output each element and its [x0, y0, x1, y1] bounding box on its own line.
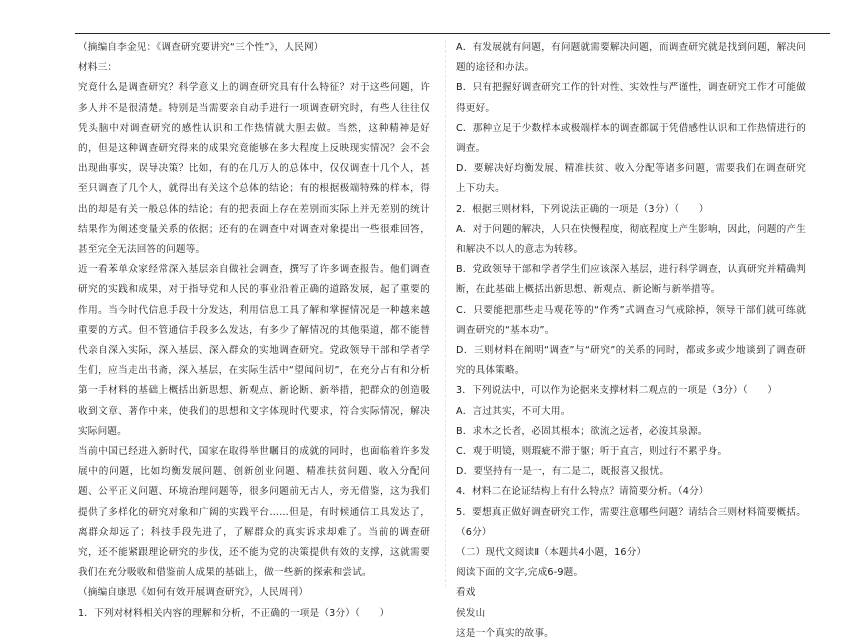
question-2-option-c: C．只要能把那些走马观花等的“作秀”式调查习气戒除掉，领导干部们就可练就调查研究的“基本功”。 [456, 304, 806, 336]
story-author: 侯发山 [456, 607, 486, 619]
question-3-option-c: C．观于明镜，则瑕疵不滞于躯；听于直言，则过行不累乎身。 [456, 446, 728, 458]
question-2-option-d: D．三则材料在阐明“调查”与“研究”的关系的同时，都或多或少地谈到了调查研究的具体策略。 [456, 345, 806, 377]
material-3-label: 材料三： [78, 62, 118, 74]
question-3-option-a: A．言过其实，不可大用。 [456, 405, 571, 417]
source-citation-2: （摘编自康思《如何有效开展调查研究》，人民周刊） [78, 587, 309, 599]
right-column [456, 38, 806, 644]
question-5: 5．要想真正做好调查研究工作，需要注意哪些问题？请结合三则材料简要概括。（6分） [456, 506, 806, 538]
question-1-option-d: D．要解决好均衡发展、精准扶贫、收入分配等诸多问题，需要我们在调查研究上下功夫。 [456, 163, 806, 195]
story-title: 看戏 [456, 587, 476, 599]
material-3-paragraph-3: 当前中国已经进入新时代，国家在取得举世瞩目的成就的同时，也面临着许多发展中的问题，比如均衡发展问题、创新创业问题、精准扶贫问题、收入分配问题、公平正义问题、环境治理问题等，很多问题前无古人，旁无借鉴，这为我们提供了多样化的研究对象和广阔的实践平台……但是，有时候通信工具发达了，离群众却远了；科技手段先进了，了解群众的真实诉求却难了。当前的调查研究，还不能紧跟理论研究的步伐，还不能为党的决策提供有效的支撑，这就需要我们在充分吸收和借鉴前人成果的基础上，做一些新的探索和尝试。 [78, 446, 430, 579]
question-2-option-a: A．对于问题的解决，人只在快慢程度，彻底程度上产生影响，因此，问题的产生和解决不以人的意志为转移。 [456, 223, 806, 256]
question-1-option-c: C．那种立足于少数样本或极端样本的调查都属于凭借感性认识和工作热情进行的调查。 [456, 122, 806, 155]
section-2-heading: （二）现代文阅读Ⅱ（本题共4小题，16分） [456, 547, 647, 559]
question-2-option-b: B．党政领导干部和学者学生们应该深入基层，进行科学调查，认真研究并精确判断，在此基础上概括出新思想、新观点、新论断与新举措等。 [456, 264, 806, 296]
question-3-option-d: D．要坚持有一是一，有二是二，既报喜又报忧。 [456, 466, 670, 478]
story-first-line: 这是一个真实的故事。 [456, 627, 554, 639]
question-1: 1．下列对材料相关内容的理解和分析，不正确的一项是（3分）（ ） [78, 607, 390, 619]
header-rule [75, 33, 830, 34]
reading-instruction: 阅读下面的文字,完成6-9题。 [456, 567, 584, 579]
material-3-paragraph-1: 究竟什么是调查研究？科学意义上的调查研究具有什么特征？对于这些问题，许多人并不是很清楚。特别是当需要亲自动手进行一项调查研究时，有些人往往仅凭头脑中对调查研究的感性认识和工作热情就大胆去做。当然，这种精神是好的，但是这种调查研究得来的成果究竟能够在多大程度上反映现实情况？会不会出现曲事实，误导决策？比如，有的在几万人的总体中，仅仅调查十几个人，甚至只调查了几个人，就得出有关这个总体的结论；有的根据极端特殊的样本，得出的却是有关一般总体的结论；有的把表面上存在差别而实际上并无差别的统计结果作为阐述变量关系的依据；还有的在调查中对调查对象提出一些很难回答，甚至完全无法回答的问题等。 [78, 82, 430, 256]
question-1-option-a: A．有发展就有问题，有问题就需要解决问题，而调查研究就是找到问题，解决问题的途径和办法。 [456, 42, 806, 74]
question-3: 3．下列说法中，可以作为论据来支撑材料二观点的一项是（3分）（ ） [456, 385, 778, 397]
question-4: 4．材料二在论证结构上有什么特点？请简要分析。（4分） [456, 486, 709, 498]
column-fold [445, 40, 446, 587]
left-column [78, 38, 430, 624]
question-3-option-b: B．求木之长者，必固其根本；欲流之远者，必浚其泉源。 [456, 425, 708, 437]
source-citation-1: （摘编自李金见：《调查研究要讲究“三个性”》，人民网） [78, 42, 324, 53]
material-3-paragraph-2: 近一看苯单众家经常深入基层亲自做社会调查，撰写了许多调查报告。他们调查研究的实践和成果，对于指导党和人民的事业沿着正确的道路发展，起了重要的作用。当今时代信息手段十分发达，利用信息工具了解和掌握情况是一种越来越重要的方式。但不管通信手段多么发达，有多少了解情况的其他渠道，都不能替代亲自深入实际，深入基层、深入群众的实地调查研究。党政领导干部和学者学生们，应当走出书斋，深入基层，在实际生活中“望闻问切”，在充分占有和分析第一手材料的基础上概括出新思想、新观点、新论断、新举措，把群众的创造吸收到文章、著作中来，使我们的思想和文字体现时代要求，符合实际情况，解决实际问题。 [78, 264, 430, 437]
question-1-option-b: B．只有把握好调查研究工作的针对性、实效性与严谨性，调查研究工作才可能做得更好。 [456, 82, 806, 114]
question-2: 2．根据三则材料，下列说法正确的一项是（3分）（ ） [456, 203, 709, 215]
